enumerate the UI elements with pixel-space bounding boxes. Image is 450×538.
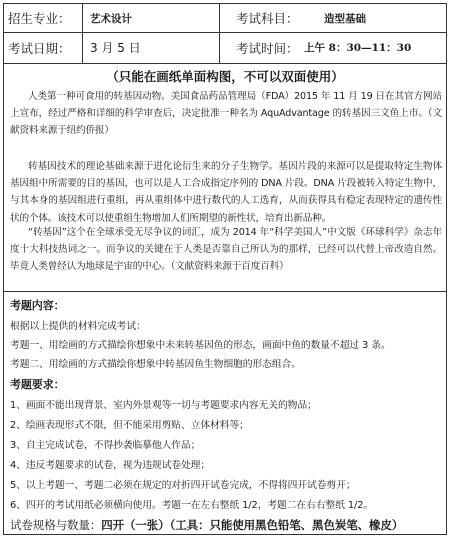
requirement-4: 4、违反考题要求的试卷，视为违规试卷处理； <box>10 460 211 471</box>
tools-note: （工具：只能使用黑色铅笔、黑色炭笔、橡皮） <box>169 518 404 532</box>
requirement-3: 3、自主完成试卷，不得抄袭临摹他人作品； <box>10 440 201 451</box>
requirement-6: 6、四开的考试用纸必须横向使用。考题一在左右整纸 1/2，考题二在右右整纸 1/2。 <box>10 500 374 511</box>
exam-content-title: 考题内容： <box>10 299 65 312</box>
exam-content-intro: 根据以上提供的材料完成考试： <box>10 321 146 332</box>
exam-sheet <box>3 3 447 535</box>
major-value: 艺术设计 <box>90 12 132 25</box>
section-divider <box>4 291 446 292</box>
material-paragraph-1: 人类第一种可食用的转基因动物。美国食品药品管理局（FDA）2015 年 11 月 19 日在其官方网站上宣布，经过严格和详细的科学审查后，决定批准一种名为 AquAdvantage 的转基因三文鱼上市。（文献资料来源于纽约侨报） <box>10 91 442 137</box>
paper-spec-value: 四开（一张） <box>101 518 170 532</box>
single-side-notice: （只能在画纸单面构图，不可以双面使用） <box>106 69 344 84</box>
header-row-major <box>4 4 446 33</box>
subject-value: 造型基础 <box>324 12 366 25</box>
divider <box>82 4 83 32</box>
requirement-1: 1、画面不能出现背景、室内外景观等一切与考题要求内容无关的物品； <box>10 400 317 411</box>
exam-item-2: 考题二、用绘画的方式描绘你想象中转基因鱼生物细胞的形态组合。 <box>10 359 301 370</box>
material-paragraph-3: “转基因”这个在全球承受无尽争议的词汇，成为 2014 年“科学美国人”中文版《环球科学》杂志年度十大科技热词之一。而争议的关键在于人类是否靠自己所认为的那样，已经可以代替上帝改造自然。毕竟人类曾经认为地球是宇宙的中心。（文献资料来源于百度百科） <box>10 227 442 273</box>
time-label: 考试时间： <box>236 40 299 56</box>
divider <box>82 32 83 63</box>
paper-spec-label: 试卷规格与数量： <box>10 518 102 532</box>
major-label: 招生专业： <box>8 11 71 26</box>
header-row-date <box>4 32 446 64</box>
paper-spec-line <box>10 517 442 533</box>
date-value: 3 月 5 日 <box>90 41 141 55</box>
requirement-2: 2、绘画表现形式不限，但不能采用剪贴、立体材料等； <box>10 420 249 431</box>
requirement-5: 5、以上考题一、考题二必须在规定的对折四开试卷完成，不得将四开试卷剪开； <box>10 480 356 491</box>
subject-label: 考试科目： <box>236 11 299 26</box>
divider <box>219 4 220 32</box>
material-paragraph-2: 转基因技术的理论基础来源于进化论衍生来的分子生物学。基因片段的来源可以是提取特定生物体基因组中所需要的目的基因，也可以是人工合成指定序列的 DNA 片段。DNA 片段被转入特定生物中，与其本身的基因组进行重组，再从重组体中进行数代的人工选育，从而获得具有稳定表现特定的遗传性状的个体。该技术可以使重组生物增加人们所期望的新性状，培育出新品种。 <box>10 161 442 224</box>
requirements-title: 考题要求： <box>10 378 65 391</box>
date-label: 考试日期： <box>8 40 71 56</box>
divider <box>219 32 220 63</box>
exam-item-1: 考题一、用绘画的方式描绘你想象中未来转基因鱼的形态，画面中鱼的数量不超过 3 条。 <box>10 340 391 351</box>
time-value: 上午 8：30—11：30 <box>304 42 412 54</box>
